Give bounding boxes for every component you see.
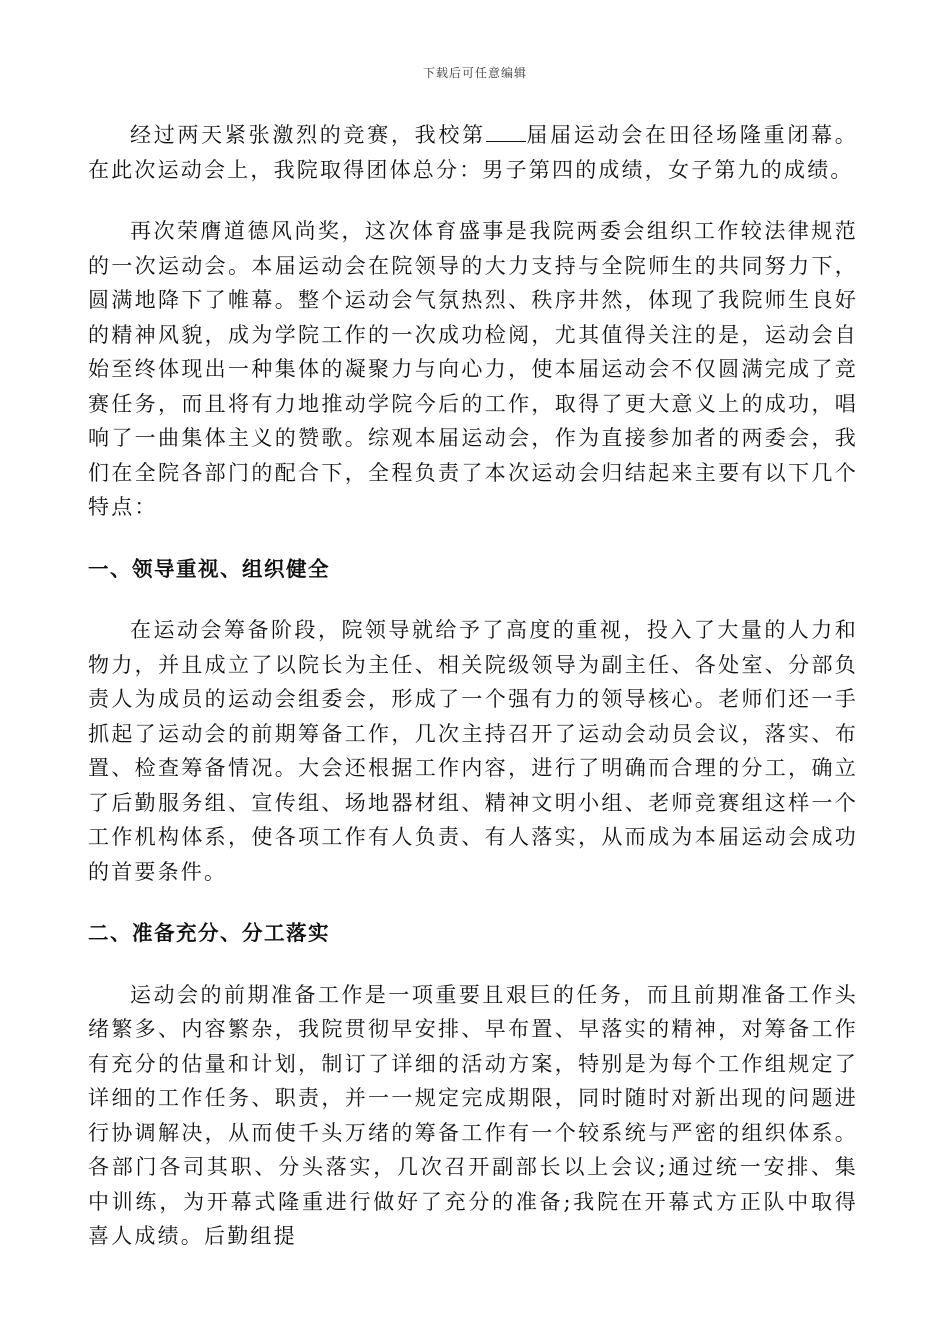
paragraph-intro-start: 经过两天紧张激烈的竞赛，我校第 [130,123,486,147]
paragraph-section-2: 运动会的前期准备工作是一项重要且艰巨的任务，而且前期准备工作头绪繁多、内容繁杂，我院贯彻早安排、早布置、早落实的精神，对筹备工作有充分的估量和计划，制订了详细的活动方案，特别是为每个工作组规定了详细的工作任务、职责，并一一规定完成期限，同时随时对新出现的问题进行协调解决，从而使千头万绪的筹备工作有一个较系统与严密的组织体系。各部门各司其职、分头落实，几次召开副部长以上会议;通过统一安排、集中训练，为开幕式隆重进行做好了充分的准备;我院在开幕式方正队中取得喜人成绩。后勤组提 [88,982,858,1248]
section-heading-2: 二、准备充分、分工落实 [88,921,330,945]
paragraph-intro [88,118,858,187]
fill-in-blank [486,123,526,142]
section-heading-1: 一、领导重视、组织健全 [88,556,330,581]
paragraph-summary: 再次荣膺道德风尚奖，这次体育盛事是我院两委会组织工作较法律规范的一次运动会。本届运动会在院领导的大力支持与全院师生的共同努力下，圆满地降下了帷幕。整个运动会气氛热烈、秩序井然，体现了我院师生良好的精神风貌，成为学院工作的一次成功检阅，尤其值得关注的是，运动会自始至终体现出一种集体的凝聚力与向心力，使本届运动会不仅圆满完成了竞赛任务，而且将有力地推动学院今后的工作，取得了更大意义上的成功，唱响了一曲集体主义的赞歌。综观本届运动会，作为直接参加者的两委会，我们在全院各部门的配合下，全程负责了本次运动会归结起来主要有以下几个特点： [88,219,858,519]
page-header: 下载后可任意编辑 [422,66,527,80]
paragraph-intro-end: 届届运动会在田径场隆重闭幕。在此次运动会上，我院取得团体总分：男子第四的成绩，女子第九的成绩。 [88,123,858,182]
paragraph-section-1: 在运动会筹备阶段，院领导就给予了高度的重视，投入了大量的人力和物力，并且成立了以院长为主任、相关院级领导为副主任、各处室、分部负责人为成员的运动会组委会，形成了一个强有力的领导核心。老师们还一手抓起了运动会的前期筹备工作，几次主持召开了运动会动员会议，落实、布置、检查筹备情况。大会还根据工作内容，进行了明确而合理的分工，确立了后勤服务组、宣传组、场地器材组、精神文明小组、老师竞赛组这样一个工作机构体系，使各项工作有人负责、有人落实，从而成为本届运动会成功的首要条件。 [88,618,858,884]
document-body [88,118,858,1254]
